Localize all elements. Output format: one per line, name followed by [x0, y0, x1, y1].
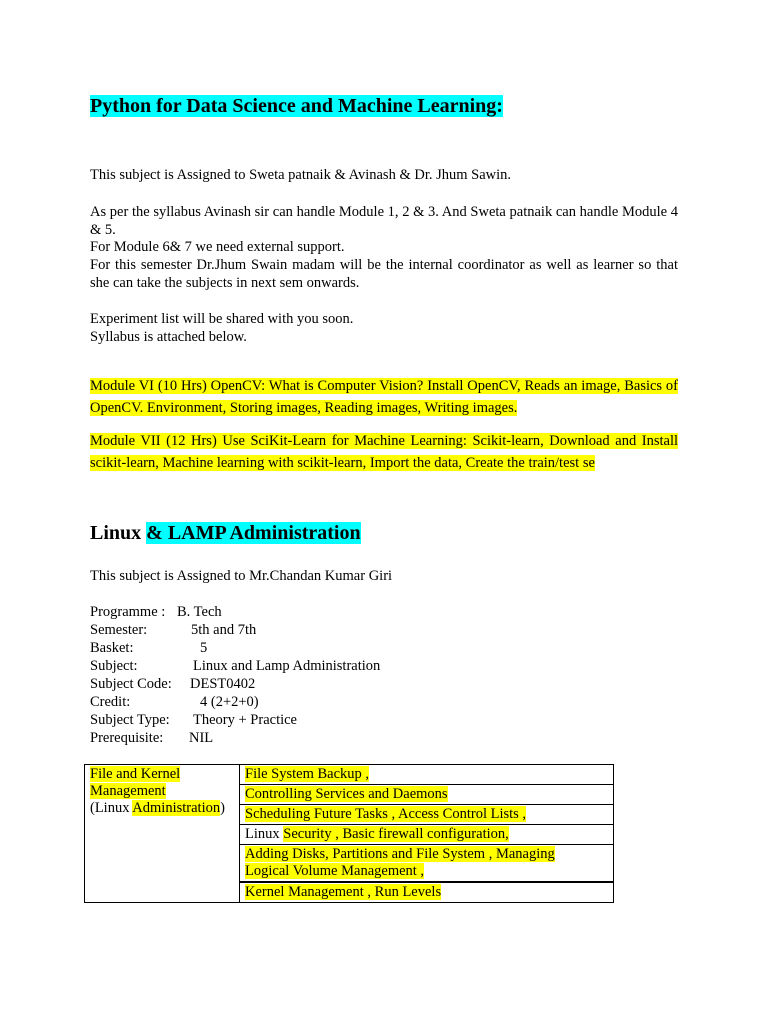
detail-value-credit: 4 (2+2+0) — [200, 694, 259, 710]
module-vii-paragraph — [90, 430, 678, 474]
linux-title-plain: Linux — [90, 522, 147, 544]
python-coordinator-text: For this semester Dr.Jhum Swain madam will be the internal coordinator as well as learner so that she can take the subjects in next sem onwards. — [90, 257, 678, 291]
topic-linux-prefix: Linux — [245, 826, 284, 842]
python-external-support-text: For Module 6& 7 we need external support. — [90, 239, 345, 255]
category-line-3-close: ) — [220, 800, 225, 816]
category-line-1: File and Kernel — [90, 766, 181, 782]
python-assigned-text: This subject is Assigned to Sweta patnaik & Avinash & Dr. Jhum Sawin. — [90, 167, 512, 183]
topic-kernel-management: Kernel Management , Run Levels — [245, 884, 442, 900]
detail-value-programme: B. Tech — [177, 604, 222, 620]
topic-adding-disks-line-2: Logical Volume Management , — [245, 863, 425, 879]
python-syllabus-attached-text: Syllabus is attached below. — [90, 329, 247, 345]
linux-assigned-text: This subject is Assigned to Mr.Chandan Kumar Giri — [90, 568, 393, 584]
python-section-title — [90, 93, 503, 119]
table-cell — [240, 765, 614, 785]
detail-key-prerequisite: Prerequisite: — [90, 730, 164, 746]
detail-key-subject-code: Subject Code: — [90, 676, 172, 692]
detail-key-programme: Programme : — [90, 604, 166, 620]
python-experiment-list-text: Experiment list will be shared with you soon. — [90, 311, 354, 327]
linux-topics-table — [84, 764, 614, 903]
detail-value-subject-type: Theory + Practice — [193, 712, 297, 728]
detail-key-subject-type: Subject Type: — [90, 712, 170, 728]
table-cell — [240, 785, 614, 805]
topic-file-system-backup: File System Backup , — [245, 766, 370, 782]
detail-key-credit: Credit: — [90, 694, 131, 710]
table-cell — [240, 805, 614, 825]
category-line-3-highlight: Administration — [132, 800, 221, 816]
linux-section-title — [90, 520, 361, 546]
table-category-cell — [85, 765, 240, 903]
topic-scheduling-tasks: Scheduling Future Tasks , Access Control Lists , — [245, 806, 527, 822]
module-vi-text: Module VI (10 Hrs) OpenCV: What is Computer Vision? Install OpenCV, Reads an image, Basics of OpenCV. Environment, Storing images, Reading images, Writing images. — [90, 378, 678, 416]
detail-value-subject: Linux and Lamp Administration — [193, 658, 381, 674]
table-cell — [240, 882, 614, 903]
category-line-2: Management — [90, 783, 166, 799]
topic-adding-disks-line-1: Adding Disks, Partitions and File System , Managing — [245, 846, 555, 862]
python-title-text: Python for Data Science and Machine Learning: — [90, 95, 503, 117]
detail-key-basket: Basket: — [90, 640, 134, 656]
module-vii-text: Module VII (12 Hrs) Use SciKit-Learn for Machine Learning: Scikit-learn, Download and Install scikit-learn, Machine learning with scikit-learn, Import the data, Create the train/test se — [90, 433, 678, 471]
topic-security-firewall: Security , Basic firewall configuration, — [283, 826, 509, 842]
detail-value-basket: 5 — [200, 640, 208, 656]
detail-value-semester: 5th and 7th — [191, 622, 257, 638]
table-cell — [240, 845, 614, 883]
table-cell — [240, 825, 614, 845]
detail-key-semester: Semester: — [90, 622, 148, 638]
detail-key-subject: Subject: — [90, 658, 138, 674]
table-row — [85, 765, 614, 785]
category-line-3-open: (Linux — [90, 800, 133, 816]
module-vi-paragraph — [90, 375, 678, 419]
topic-controlling-services: Controlling Services and Daemons — [245, 786, 448, 802]
linux-title-highlight: & LAMP Administration — [146, 522, 361, 544]
detail-value-subject-code: DEST0402 — [190, 676, 256, 692]
detail-value-prerequisite: NIL — [189, 730, 214, 746]
python-syllabus-split-text: As per the syllabus Avinash sir can handle Module 1, 2 & 3. And Sweta patnaik can handle Module 4 & 5. — [90, 204, 678, 238]
